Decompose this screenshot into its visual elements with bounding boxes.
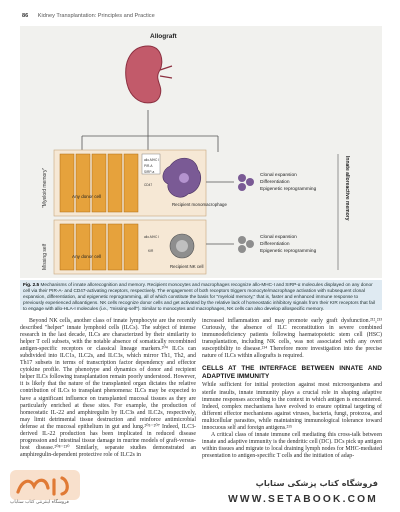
- figure-caption: [20, 280, 382, 310]
- figure-2-5: [20, 26, 382, 278]
- kidney-icon: [126, 46, 162, 103]
- svg-text:SIRP-a: SIRP-a: [144, 170, 155, 174]
- figure-illustration: [20, 26, 382, 278]
- left-paragraph: Beyond NK cells, another class of innate lymphocyte are the recently described "helper" innate lymphoid cells (ILCs). The subject of intense research in the last decade, ILCs are characterized by their similarity to helper T cell subsets, with the notable absence of somatically recombined antigen-specific receptors or classical lineage markers.²⁰⁴ ILCs can subdivided into ILC1s, ILC2s, and ILC3s, which mirror Th1, Th2, and Th17 subsets in terms of transcription factor dependency and effector cytokine profile. The phenotype and dynamics of donor and recipient helper ILCs following transplantation remain poorly understood. However, it is likely that the nature of the transplanted organ dictates the relative contribution of ILCs to transplant phenomena: ILCs may be expected to have a significant influence on transplanted mucosal tissues as they are particularly enriched at these sites. For example, the production of homeostatic IL-22 and amphiregulin by ILC3s and ILC2s, respectively, may limit detrimental tissue destruction and reinforce antimicrobial defense at the mucosal epithelium in gut and lung.²⁰⁵⁻²⁰⁷ Indeed, ILC3-derived IL-22 production has been implicated in reduced disease progression and intestinal tissue damage in murine models of graft-versus-host disease.²⁰⁸⁻²¹⁰ Similarly, separate studies demonstrated an amphiregulin-dependent protective role of ILC2s in: [20, 318, 196, 458]
- running-title: Kidney Transplantation: Principles and Practice: [37, 13, 155, 19]
- right-paragraph-1: increased inflammation and may promote early graft dysfunction.²¹²,²¹³ Curiously, the absence of ILC reconstitution in severe combined immunodeficiency patients following haematopoietic stem cell (HSC) transplantation, including NK cells, was not associated with any overt susceptibility to disease.²¹⁴ Therefore more investigation into the precise nature of ILCs within allografts is required.: [202, 318, 382, 360]
- svg-text:Epigenetic reprogramming: Epigenetic reprogramming: [260, 187, 317, 192]
- svg-text:CD47: CD47: [144, 183, 153, 187]
- svg-text:Recipient NK cell: Recipient NK cell: [170, 264, 204, 269]
- svg-text:Differentiation: Differentiation: [260, 180, 290, 185]
- missing-self-label: Missing self: [42, 243, 48, 270]
- outcome-arrows: [206, 182, 234, 244]
- outcome-upper: [238, 172, 317, 192]
- allograft-label: Allograft: [150, 33, 177, 40]
- nk-cell-icon: [170, 234, 194, 258]
- svg-text:KIR: KIR: [148, 249, 154, 253]
- svg-text:Clonal expansion: Clonal expansion: [260, 235, 297, 240]
- svg-text:Epigenetic reprogramming: Epigenetic reprogramming: [260, 249, 317, 254]
- outcome-lower: [238, 234, 317, 254]
- any-donor-cell-label-lower: Any donor cell: [72, 254, 102, 259]
- connector-lines: [82, 110, 218, 152]
- page-number: 86: [22, 13, 29, 19]
- right-column: [202, 318, 382, 460]
- right-paragraph-2: While sufficient for initial protection against most microorganisms and sterile insults, innate immunity plays a crucial role in shaping adaptive immune responses according to the context in which antigen is encountered. Indeed, complex mechanisms have evolved to ensure optimal targeting of different effector mechanisms against viruses, bacteria, fungi, protozoa, and multicellular parasites, while maintaining immunological tolerance toward innocuous self and foreign antigens.²¹⁵: [202, 382, 382, 431]
- svg-text:Clonal expansion: Clonal expansion: [260, 173, 297, 178]
- figure-label: Fig. 2.5: [23, 281, 40, 287]
- svg-text:allo-MHC I: allo-MHC I: [144, 158, 160, 162]
- any-donor-cell-label-upper: Any donor cell: [72, 194, 102, 199]
- watermark-brand-fa: فروشگاه اینترنتی کتاب ستاباپ: [10, 500, 69, 505]
- svg-text:allo-MHC I: allo-MHC I: [144, 235, 160, 239]
- running-header: [22, 13, 155, 19]
- watermark-persian-title: فروشگاه کتاب پزشکی ستاباپ: [255, 478, 378, 488]
- svg-text:Differentiation: Differentiation: [260, 242, 290, 247]
- svg-text:PIR-A: PIR-A: [144, 164, 153, 168]
- innate-memory-label: Innate alloreactive memory: [344, 156, 350, 221]
- donor-cell-tissue-lower: [60, 224, 138, 270]
- left-column: [20, 318, 196, 459]
- caption-text: Mechanisms of innate allorecognition and memory. Recipient monocytes and macrophages recognize allo-MHC-I and SIRP-α molecules displayed on any donor cell via their PIR-A- and CD47-activating receptors, respectively. The engagement of both receptors triggers monocyte/macrophage activation with subsequent clonal expansion, differentiation, and epigenetic reprogramming, all of which constitute the basis for "myeloid memory," that is, faster and enhanced immune response to previously experienced alloantigens. NK cells recognize donor cells and get activated by the relative lack of homeostatic inhibitory signals from their KIR receptors that fail to engage with allo-HLA-I molecules (i.e., "missing-self"). Similar to monocytes and macrophages, NK cells can also develop allospecific memory.: [23, 281, 376, 311]
- ureter-icon: [160, 66, 172, 78]
- svg-text:Recipient monomacrophage: Recipient monomacrophage: [172, 202, 227, 207]
- myeloid-memory-label: "Myeloid memory": [42, 167, 48, 208]
- donor-cell-tissue-upper: [60, 154, 138, 212]
- right-paragraph-3: A critical class of innate immune cell mediating this cross-talk between innate and adaptive immunity is the dendritic cell (DC). DCs pick up antigen within tissues and migrate to local draining lymph nodes for MHC-mediated presentation to antigen-specific T cells and the initiation of adap-: [202, 431, 382, 459]
- section-heading: CELLS AT THE INTERFACE BETWEEN INNATE AND ADAPTIVE IMMUNITY: [202, 365, 382, 380]
- watermark-site: WWW.SETABOOK.COM: [228, 494, 378, 505]
